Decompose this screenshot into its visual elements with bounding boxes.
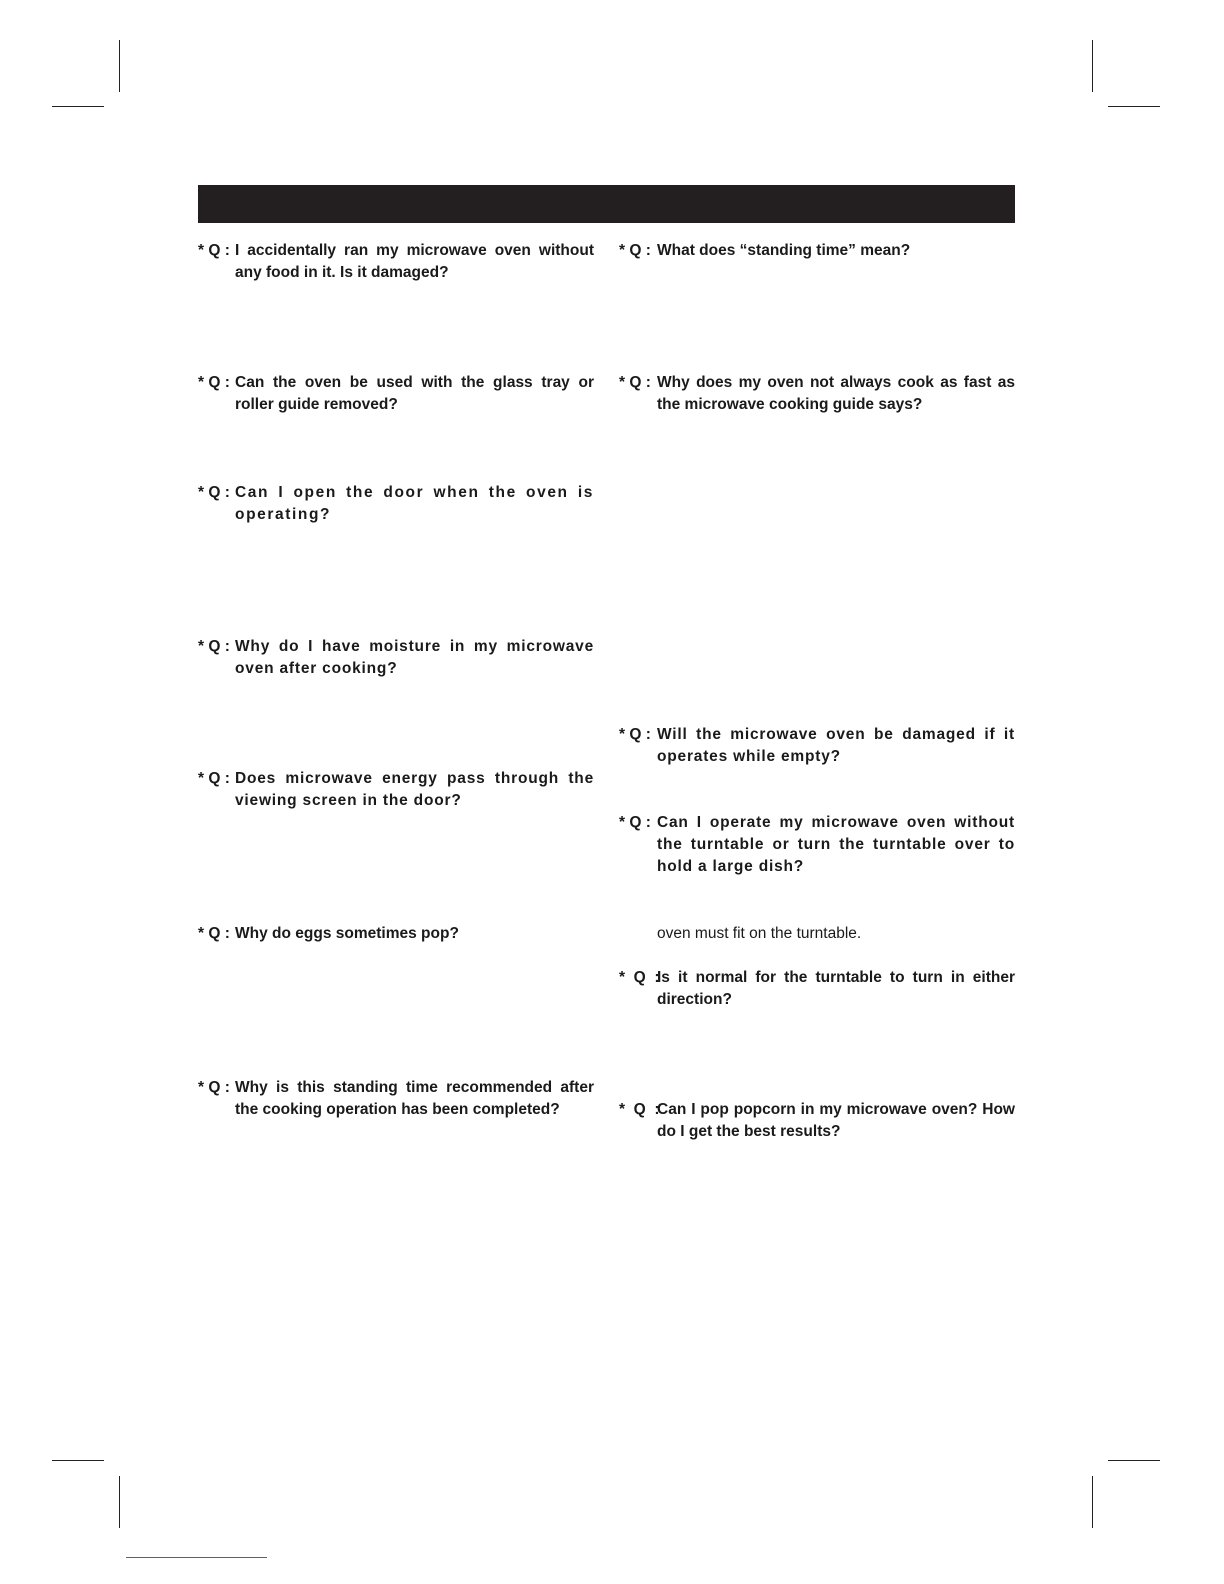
crop-mark-top-left-vertical: [119, 40, 120, 92]
question-prefix: * Q :: [619, 1101, 669, 1118]
question-prefix: * Q :: [198, 770, 235, 787]
faq-question: [619, 240, 1015, 262]
question-text: Why do eggs sometimes pop?: [235, 925, 459, 942]
faq-question: [198, 372, 594, 416]
question-text: Can I open the door when the oven is operating?: [235, 484, 594, 523]
section-header-bar: [198, 185, 1015, 223]
question-prefix: * Q :: [619, 242, 656, 259]
question-prefix: * Q :: [619, 374, 656, 391]
footer-link-underline: [126, 1557, 267, 1558]
question-prefix: * Q :: [619, 969, 669, 986]
question-prefix: * Q :: [198, 242, 235, 259]
question-text: Is it normal for the turntable to turn in either direction?: [657, 969, 1015, 1008]
question-prefix: * Q :: [198, 374, 235, 391]
faq-question: [198, 1077, 594, 1121]
question-text: Why does my oven not always cook as fast as the microwave cooking guide says?: [657, 374, 1015, 413]
question-prefix: * Q :: [619, 726, 656, 743]
crop-mark-bottom-right-horizontal: [1108, 1460, 1160, 1461]
faq-question: [619, 372, 1015, 416]
faq-question: [619, 724, 1015, 768]
faq-question: [198, 482, 594, 526]
answer-fragment: oven must fit on the turntable.: [657, 925, 862, 942]
question-prefix: * Q :: [198, 638, 235, 655]
crop-mark-top-right-vertical: [1092, 40, 1093, 92]
crop-mark-bottom-left-vertical: [119, 1476, 120, 1528]
question-text: Does microwave energy pass through the viewing screen in the door?: [235, 770, 594, 809]
question-text: Can I operate my microwave oven without the turntable or turn the turntable over to hold a large dish?: [657, 814, 1015, 875]
question-prefix: * Q :: [619, 814, 656, 831]
question-text: I accidentally ran my microwave oven without any food in it. Is it damaged?: [235, 242, 594, 281]
question-text: Can the oven be used with the glass tray or roller guide removed?: [235, 374, 594, 413]
crop-mark-bottom-left-horizontal: [52, 1460, 104, 1461]
faq-question: [198, 923, 594, 945]
question-prefix: * Q :: [198, 925, 235, 942]
question-text: Why is this standing time recommended after the cooking operation has been completed?: [235, 1079, 594, 1118]
question-text: What does “standing time” mean?: [657, 242, 911, 259]
faq-question: [198, 636, 594, 680]
question-text: Can I pop popcorn in my microwave oven? How do I get the best results?: [657, 1101, 1015, 1140]
faq-question: [619, 967, 1015, 1011]
faq-question: [198, 768, 594, 812]
faq-question: [619, 1099, 1015, 1143]
faq-question: [198, 240, 594, 284]
question-prefix: * Q :: [198, 484, 235, 501]
question-text: Will the microwave oven be damaged if it operates while empty?: [657, 726, 1015, 765]
crop-mark-top-left-horizontal: [52, 106, 104, 107]
question-prefix: * Q :: [198, 1079, 235, 1096]
question-text: Why do I have moisture in my microwave oven after cooking?: [235, 638, 594, 677]
crop-mark-bottom-right-vertical: [1092, 1476, 1093, 1528]
crop-mark-top-right-horizontal: [1108, 106, 1160, 107]
faq-question: [619, 812, 1015, 878]
